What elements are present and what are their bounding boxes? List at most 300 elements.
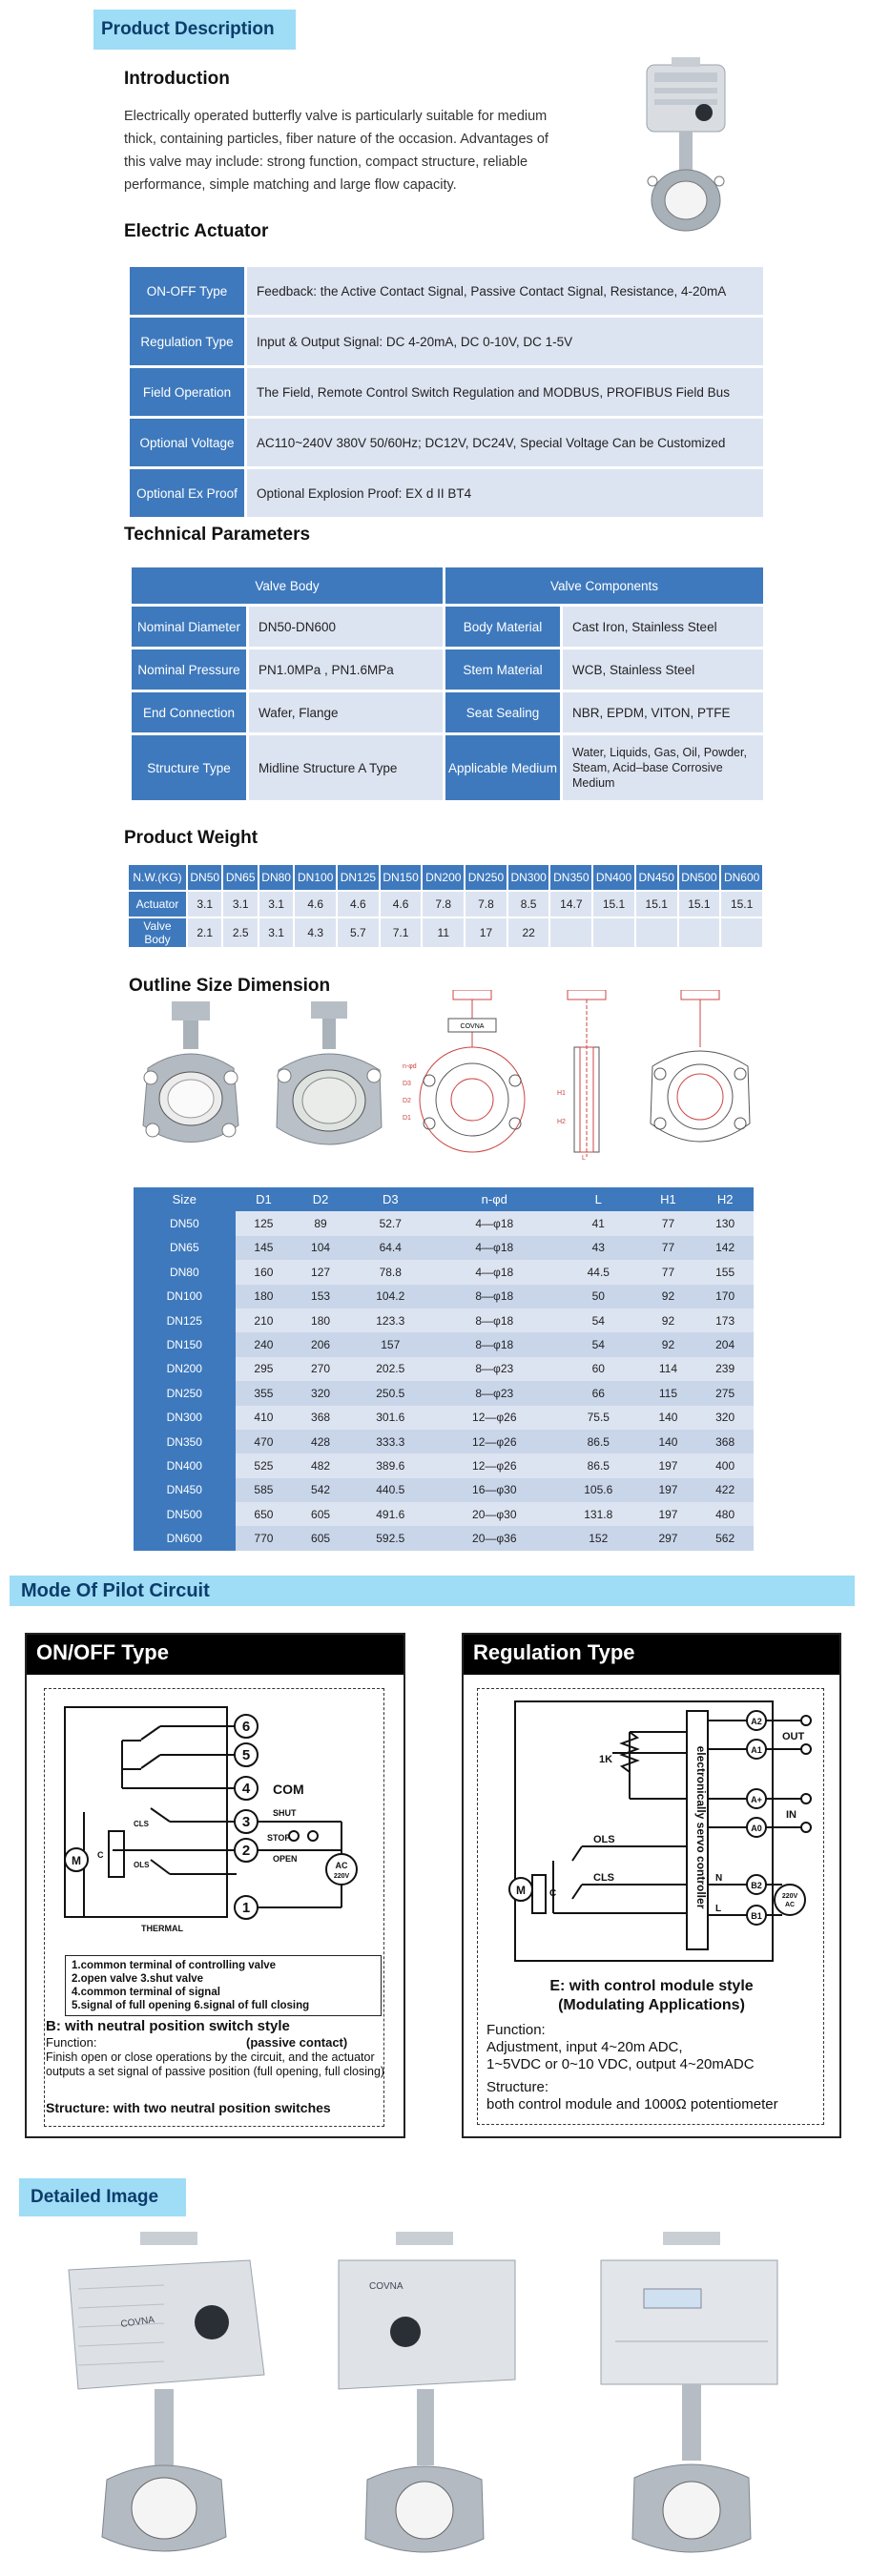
pw-cell: 3.1 — [188, 892, 221, 917]
table-row — [134, 1309, 754, 1332]
outline-size-table — [134, 1187, 754, 1551]
os-cell: 43 — [557, 1236, 640, 1260]
os-cell: 145 — [236, 1236, 293, 1260]
os-cell: 140 — [640, 1430, 697, 1453]
os-column-header: D2 — [292, 1187, 349, 1211]
os-row-header: DN350 — [134, 1430, 236, 1453]
drawing-dim-label: D2 — [403, 1098, 411, 1104]
electric-actuator-table — [127, 264, 766, 520]
os-cell: 197 — [640, 1502, 697, 1526]
tp-value: DN50-DN600 — [249, 607, 443, 647]
os-cell: 428 — [292, 1430, 349, 1453]
table-row — [130, 318, 763, 365]
os-cell: 142 — [696, 1236, 754, 1260]
os-cell: 301.6 — [349, 1406, 432, 1430]
onoff-shut-label: SHUT — [273, 1808, 297, 1818]
tp-key: Nominal Diameter — [132, 607, 246, 647]
pw-cell — [593, 918, 634, 947]
pw-column-header: DN65 — [223, 865, 257, 890]
table-row — [132, 567, 763, 604]
os-cell: 389.6 — [349, 1453, 432, 1477]
table-row — [134, 1502, 754, 1526]
tp-key: End Connection — [132, 692, 246, 732]
ea-key: Regulation Type — [130, 318, 244, 365]
os-cell: 275 — [696, 1381, 754, 1405]
os-cell: 170 — [696, 1285, 754, 1309]
regulation-n-label: N — [715, 1873, 723, 1884]
os-column-header: D3 — [349, 1187, 432, 1211]
os-cell: 239 — [696, 1357, 754, 1381]
tp-key: Applicable Medium — [445, 735, 560, 800]
regulation-ac-label: AC — [784, 1902, 796, 1908]
pw-cell: 4.6 — [338, 892, 379, 917]
regulation-terminal: B1 — [751, 1911, 762, 1921]
pw-cell: 2.1 — [188, 918, 221, 947]
valve-photo-front — [134, 1001, 248, 1164]
section-tag-detailed-image: Detailed Image — [19, 2178, 186, 2216]
os-cell: 140 — [640, 1406, 697, 1430]
table-row — [132, 649, 763, 690]
pw-column-header: DN50 — [188, 865, 221, 890]
regulation-c-label: C — [549, 1888, 557, 1899]
pw-cell: 7.1 — [381, 918, 422, 947]
ea-value: Optional Explosion Proof: EX d II BT4 — [247, 469, 763, 517]
table-row — [132, 735, 763, 800]
regulation-function-label: Function: — [486, 2022, 546, 2038]
onoff-c-label: C — [97, 1850, 104, 1860]
table-row — [130, 368, 763, 416]
os-cell: 105.6 — [557, 1478, 640, 1502]
pw-cell: 3.1 — [259, 892, 293, 917]
regulation-structure-label: Structure: — [486, 2079, 549, 2095]
regulation-in-label: IN — [786, 1809, 797, 1821]
table-row — [129, 918, 762, 947]
pw-cell: 7.8 — [466, 892, 507, 917]
drawing-dim-label: H1 — [557, 1090, 566, 1097]
os-cell: 4—φ18 — [432, 1236, 557, 1260]
os-cell: 92 — [640, 1332, 697, 1356]
os-cell: 202.5 — [349, 1357, 432, 1381]
tp-value: Wafer, Flange — [249, 692, 443, 732]
detail-image-right — [577, 2232, 806, 2566]
os-column-header: H2 — [696, 1187, 754, 1211]
os-column-header: Size — [134, 1187, 236, 1211]
regulation-out-label: OUT — [782, 1731, 805, 1742]
pw-cell: 15.1 — [593, 892, 634, 917]
os-cell: 77 — [640, 1236, 697, 1260]
introduction-line: thick, containing particles, fiber nature of the occasion. Advantages of — [124, 132, 548, 147]
os-cell: 123.3 — [349, 1309, 432, 1332]
pw-column-header: DN450 — [636, 865, 677, 890]
os-cell: 86.5 — [557, 1430, 640, 1453]
os-cell: 12—φ26 — [432, 1430, 557, 1453]
pw-cell: 15.1 — [636, 892, 677, 917]
os-cell: 400 — [696, 1453, 754, 1477]
os-cell: 16—φ30 — [432, 1478, 557, 1502]
table-row — [134, 1187, 754, 1211]
os-cell: 8—φ18 — [432, 1285, 557, 1309]
pw-cell: 4.3 — [295, 918, 336, 947]
os-row-header: DN50 — [134, 1211, 236, 1235]
pw-column-header: DN80 — [259, 865, 293, 890]
regulation-motor-label: M — [516, 1884, 526, 1897]
ea-value: Feedback: the Active Contact Signal, Passive Contact Signal, Resistance, 4-20mA — [247, 267, 763, 315]
onoff-terminal: 4 — [241, 1781, 251, 1797]
onoff-terminal: 1 — [241, 1900, 251, 1916]
tp-value: Cast Iron, Stainless Steel — [563, 607, 763, 647]
os-cell: 12—φ26 — [432, 1406, 557, 1430]
os-cell: 605 — [292, 1526, 349, 1550]
pw-row-header: Actuator — [129, 892, 186, 917]
os-row-header: DN250 — [134, 1381, 236, 1405]
technical-parameters-title: Technical Parameters — [124, 525, 311, 545]
os-cell: 77 — [640, 1211, 697, 1235]
os-cell: 562 — [696, 1526, 754, 1550]
os-cell: 270 — [292, 1357, 349, 1381]
os-cell: 130 — [696, 1211, 754, 1235]
onoff-notes-box — [65, 1955, 382, 2016]
os-cell: 104.2 — [349, 1285, 432, 1309]
os-cell: 410 — [236, 1406, 293, 1430]
onoff-cls-label: CLS — [134, 1820, 149, 1828]
ea-value: The Field, Remote Control Switch Regulation and MODBUS, PROFIBUS Field Bus — [247, 368, 763, 416]
table-row — [134, 1526, 754, 1550]
regulation-e-title: E: with control module style — [549, 1978, 754, 1994]
drawing-dim-label: n-φd — [403, 1063, 417, 1070]
os-cell: 320 — [292, 1381, 349, 1405]
onoff-title: ON/OFF Type — [27, 1635, 403, 1675]
regulation-1k-label: 1K — [599, 1754, 613, 1765]
onoff-motor-label: M — [72, 1854, 81, 1867]
os-cell: 295 — [236, 1357, 293, 1381]
pw-cell: 8.5 — [508, 892, 549, 917]
os-cell: 173 — [696, 1309, 754, 1332]
regulation-wiring-diagram — [486, 1694, 820, 1980]
pw-cell — [636, 918, 677, 947]
os-row-header: DN300 — [134, 1406, 236, 1430]
table-row — [130, 419, 763, 466]
os-cell: 422 — [696, 1478, 754, 1502]
onoff-panel — [25, 1633, 405, 2138]
os-cell: 8—φ18 — [432, 1332, 557, 1356]
os-cell: 75.5 — [557, 1406, 640, 1430]
product-brand-label: COVNA — [369, 2281, 403, 2292]
pw-column-header: DN250 — [466, 865, 507, 890]
onoff-function-label: Function: — [46, 2035, 97, 2050]
tp-value: PN1.0MPa , PN1.6MPa — [249, 649, 443, 690]
os-cell: 77 — [640, 1260, 697, 1284]
pw-row-header: Valve Body — [129, 918, 186, 947]
onoff-terminal: 6 — [241, 1719, 251, 1735]
os-cell: 8—φ23 — [432, 1357, 557, 1381]
os-cell: 54 — [557, 1309, 640, 1332]
os-row-header: DN100 — [134, 1285, 236, 1309]
os-cell: 197 — [640, 1453, 697, 1477]
os-cell: 157 — [349, 1332, 432, 1356]
table-row — [134, 1381, 754, 1405]
onoff-note: 1.common terminal of controlling valve — [72, 1960, 277, 1971]
onoff-wiring-diagram — [55, 1698, 380, 1955]
os-cell: 250.5 — [349, 1381, 432, 1405]
os-cell: 333.3 — [349, 1430, 432, 1453]
os-cell: 297 — [640, 1526, 697, 1550]
tp-key: Body Material — [445, 607, 560, 647]
pw-column-header: DN125 — [338, 865, 379, 890]
pw-cell: 4.6 — [295, 892, 336, 917]
pw-column-header: DN350 — [550, 865, 591, 890]
pw-cell: 14.7 — [550, 892, 591, 917]
pw-cell — [679, 918, 720, 947]
outline-drawing-side — [553, 990, 620, 1162]
tp-key: Seat Sealing — [445, 692, 560, 732]
onoff-note: 2.open valve 3.shut valve — [72, 1973, 204, 1985]
table-row — [130, 267, 763, 315]
pw-column-header: DN100 — [295, 865, 336, 890]
os-cell: 180 — [236, 1285, 293, 1309]
os-cell: 160 — [236, 1260, 293, 1284]
os-cell: 20—φ36 — [432, 1526, 557, 1550]
os-cell: 41 — [557, 1211, 640, 1235]
regulation-title: Regulation Type — [464, 1635, 839, 1675]
introduction-text — [124, 105, 606, 196]
os-row-header: DN65 — [134, 1236, 236, 1260]
os-cell: 60 — [557, 1357, 640, 1381]
table-row — [134, 1260, 754, 1284]
onoff-terminal: 3 — [241, 1814, 251, 1830]
os-cell: 197 — [640, 1478, 697, 1502]
os-cell: 240 — [236, 1332, 293, 1356]
outline-title: Outline Size Dimension — [129, 976, 331, 996]
pw-cell: 7.8 — [423, 892, 464, 917]
onoff-com-label: COM — [273, 1782, 304, 1797]
table-row — [134, 1211, 754, 1235]
tp-key: Structure Type — [132, 735, 246, 800]
onoff-b-title: B: with neutral position switch style — [46, 2018, 290, 2034]
introduction-line: performance, simple matching and large flow capacity. — [124, 177, 457, 193]
os-cell: 368 — [292, 1406, 349, 1430]
os-cell: 50 — [557, 1285, 640, 1309]
os-cell: 4—φ18 — [432, 1211, 557, 1235]
os-row-header: DN450 — [134, 1478, 236, 1502]
pw-corner-header: N.W.(KG) — [129, 865, 186, 890]
onoff-terminal: 5 — [241, 1747, 251, 1763]
os-cell: 368 — [696, 1430, 754, 1453]
pw-column-header: DN200 — [423, 865, 464, 890]
ea-key: Field Operation — [130, 368, 244, 416]
os-cell: 131.8 — [557, 1502, 640, 1526]
os-cell: 66 — [557, 1381, 640, 1405]
os-cell: 78.8 — [349, 1260, 432, 1284]
os-cell: 482 — [292, 1453, 349, 1477]
onoff-function-tag: (passive contact) — [246, 2035, 348, 2050]
valve-photo-angle — [267, 1001, 391, 1164]
table-row — [134, 1332, 754, 1356]
tp-value: Water, Liquids, Gas, Oil, Powder, Steam, Acid–base Corrosive Medium — [563, 735, 763, 800]
tp-head-valve-components: Valve Components — [445, 567, 763, 604]
regulation-terminal: A1 — [751, 1745, 762, 1755]
pw-column-header: DN500 — [679, 865, 720, 890]
onoff-note: 4.common terminal of signal — [72, 1987, 220, 1998]
regulation-structure-text: both control module and 1000Ω potentiometer — [486, 2096, 778, 2112]
os-cell: 210 — [236, 1309, 293, 1332]
ea-key: Optional Voltage — [130, 419, 244, 466]
table-row — [132, 607, 763, 647]
regulation-ac-voltage: 220V — [781, 1893, 798, 1900]
pw-column-header: DN400 — [593, 865, 634, 890]
regulation-l-label: L — [715, 1904, 722, 1914]
os-row-header: DN600 — [134, 1526, 236, 1550]
os-cell: 650 — [236, 1502, 293, 1526]
detail-image-left — [50, 2232, 279, 2566]
detail-image-middle — [310, 2232, 539, 2566]
section-tag-product-description: Product Description — [93, 10, 296, 50]
table-row — [134, 1430, 754, 1453]
onoff-ols-label: OLS — [134, 1861, 150, 1869]
os-cell: 92 — [640, 1309, 697, 1332]
regulation-terminal: B2 — [751, 1881, 762, 1890]
os-cell: 204 — [696, 1332, 754, 1356]
pw-cell: 17 — [466, 918, 507, 947]
regulation-terminal: A0 — [751, 1824, 762, 1833]
pw-cell: 4.6 — [381, 892, 422, 917]
os-column-header: H1 — [640, 1187, 697, 1211]
os-cell: 525 — [236, 1453, 293, 1477]
os-cell: 585 — [236, 1478, 293, 1502]
pw-column-header: DN300 — [508, 865, 549, 890]
os-cell: 12—φ26 — [432, 1453, 557, 1477]
ea-value: AC110~240V 380V 50/60Hz; DC12V, DC24V, Special Voltage Can be Customized — [247, 419, 763, 466]
product-image-top — [630, 57, 742, 238]
os-cell: 64.4 — [349, 1236, 432, 1260]
pw-column-header: DN600 — [721, 865, 762, 890]
regulation-terminal: A2 — [751, 1717, 762, 1726]
table-row — [129, 865, 762, 890]
regulation-controller-label: electronically servo controller — [694, 1745, 708, 1909]
os-cell: 44.5 — [557, 1260, 640, 1284]
regulation-cls-label: CLS — [593, 1872, 614, 1884]
os-cell: 4—φ18 — [432, 1260, 557, 1284]
regulation-function-text2: 1~5VDC or 0~10 VDC, output 4~20mADC — [486, 2056, 755, 2072]
os-cell: 8—φ18 — [432, 1309, 557, 1332]
os-row-header: DN125 — [134, 1309, 236, 1332]
table-row — [132, 692, 763, 732]
os-cell: 52.7 — [349, 1211, 432, 1235]
os-cell: 127 — [292, 1260, 349, 1284]
os-cell: 92 — [640, 1285, 697, 1309]
technical-parameters-table — [129, 565, 766, 803]
pw-cell: 2.5 — [223, 918, 257, 947]
ea-value: Input & Output Signal: DC 4-20mA, DC 0-10V, DC 1-5V — [247, 318, 763, 365]
introduction-title: Introduction — [124, 69, 230, 89]
section-tag-pilot-circuit: Mode Of Pilot Circuit — [10, 1576, 855, 1606]
onoff-structure-text: Structure: with two neutral position switches — [46, 2100, 331, 2115]
table-row — [129, 892, 762, 917]
table-row — [134, 1357, 754, 1381]
os-column-header: n-φd — [432, 1187, 557, 1211]
drawing-dim-label: H2 — [557, 1119, 566, 1125]
pw-cell: 15.1 — [721, 892, 762, 917]
os-column-header: L — [557, 1187, 640, 1211]
drawing-dim-label: L — [582, 1155, 586, 1162]
onoff-function-text: Finish open or close operations by the circuit, and the actuator outputs a set signal of passive position (full opening, full closing) — [46, 2050, 385, 2078]
regulation-function-text1: Adjustment, input 4~20m ADC, — [486, 2039, 683, 2055]
os-cell: 770 — [236, 1526, 293, 1550]
pw-cell: 15.1 — [679, 892, 720, 917]
drawing-label: COVNA — [460, 1023, 485, 1030]
table-row — [130, 469, 763, 517]
os-cell: 355 — [236, 1381, 293, 1405]
os-cell: 152 — [557, 1526, 640, 1550]
introduction-line: this valve may include: strong function, compact structure, reliable — [124, 155, 528, 170]
os-row-header: DN150 — [134, 1332, 236, 1356]
os-cell: 605 — [292, 1502, 349, 1526]
os-cell: 54 — [557, 1332, 640, 1356]
pw-cell: 3.1 — [223, 892, 257, 917]
onoff-ac-voltage: 220V — [333, 1873, 350, 1880]
os-cell: 480 — [696, 1502, 754, 1526]
os-row-header: DN200 — [134, 1357, 236, 1381]
tp-key: Stem Material — [445, 649, 560, 690]
tp-value: WCB, Stainless Steel — [563, 649, 763, 690]
product-weight-table — [127, 863, 764, 949]
os-cell: 470 — [236, 1430, 293, 1453]
os-row-header: DN400 — [134, 1453, 236, 1477]
os-cell: 542 — [292, 1478, 349, 1502]
os-cell: 114 — [640, 1357, 697, 1381]
pw-cell: 5.7 — [338, 918, 379, 947]
drawing-dim-label: D3 — [403, 1081, 411, 1087]
regulation-terminal: A+ — [751, 1795, 762, 1804]
outline-drawing-front — [401, 990, 544, 1162]
onoff-thermal-label: THERMAL — [141, 1924, 183, 1933]
pw-column-header: DN150 — [381, 865, 422, 890]
os-cell: 115 — [640, 1381, 697, 1405]
os-cell: 125 — [236, 1211, 293, 1235]
tp-value: NBR, EPDM, VITON, PTFE — [563, 692, 763, 732]
product-brand-label: COVNA — [119, 2315, 155, 2330]
onoff-terminal: 2 — [241, 1843, 251, 1859]
pw-cell: 22 — [508, 918, 549, 947]
product-weight-title: Product Weight — [124, 828, 259, 848]
os-column-header: D1 — [236, 1187, 293, 1211]
ea-key: Optional Ex Proof — [130, 469, 244, 517]
pw-cell — [550, 918, 591, 947]
electric-actuator-title: Electric Actuator — [124, 221, 269, 241]
pw-cell: 3.1 — [259, 918, 293, 947]
os-cell: 440.5 — [349, 1478, 432, 1502]
pw-cell: 11 — [423, 918, 464, 947]
os-cell: 86.5 — [557, 1453, 640, 1477]
table-row — [134, 1285, 754, 1309]
table-row — [134, 1478, 754, 1502]
os-row-header: DN500 — [134, 1502, 236, 1526]
os-cell: 180 — [292, 1309, 349, 1332]
onoff-ac-label: AC — [335, 1861, 348, 1870]
os-cell: 8—φ23 — [432, 1381, 557, 1405]
os-cell: 320 — [696, 1406, 754, 1430]
os-cell: 155 — [696, 1260, 754, 1284]
tp-value: Midline Structure A Type — [249, 735, 443, 800]
drawing-dim-label: D1 — [403, 1115, 411, 1122]
pw-cell — [721, 918, 762, 947]
os-cell: 491.6 — [349, 1502, 432, 1526]
table-row — [134, 1453, 754, 1477]
os-cell: 20—φ30 — [432, 1502, 557, 1526]
ea-key: ON-OFF Type — [130, 267, 244, 315]
outline-drawing-back — [641, 990, 760, 1162]
os-cell: 104 — [292, 1236, 349, 1260]
onoff-open-label: OPEN — [273, 1854, 298, 1864]
